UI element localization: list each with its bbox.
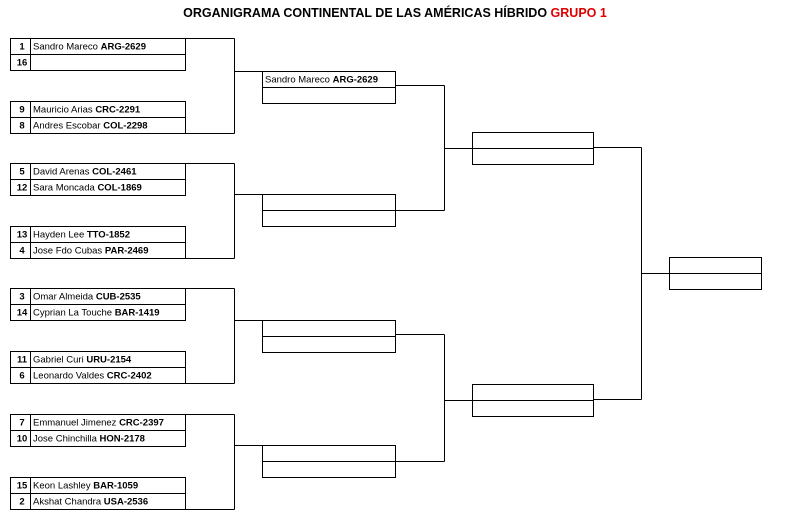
round1-player-name: Sara Moncada	[33, 182, 98, 194]
round1-player	[33, 246, 148, 257]
round1-player	[33, 418, 164, 429]
round1-player-name: Keon Lashley	[33, 480, 94, 492]
round1-player	[33, 105, 141, 116]
round1-player-name: Mauricio Arias	[33, 104, 96, 116]
seed-number: 10	[16, 433, 28, 445]
round1-player	[33, 434, 145, 445]
seed-number: 8	[19, 120, 25, 132]
round1-player-name: Jose Chinchilla	[33, 433, 100, 445]
round1-player	[33, 355, 132, 366]
round1-player-name: Hayden Lee	[33, 229, 87, 241]
round1-player-rating: CRC-2397	[119, 417, 164, 429]
round1-player-rating: COL-2298	[103, 120, 148, 132]
round1-player-rating: CRC-2291	[95, 104, 141, 116]
round1-player-rating: URU-2154	[86, 354, 132, 366]
round2-slot	[263, 446, 396, 462]
seed-number: 4	[19, 245, 25, 257]
seed-number: 3	[19, 291, 25, 303]
round1-player	[33, 167, 137, 178]
round1-player-name: Akshat Chandra	[33, 496, 104, 508]
round1-player	[33, 121, 148, 132]
round2-slot	[263, 321, 396, 337]
seed-number: 1	[19, 41, 25, 53]
round1-player-rating: ARG-2629	[100, 41, 147, 53]
round1-player-rating: COL-2461	[92, 166, 137, 178]
seed-number: 16	[16, 57, 28, 69]
group-label: GRUPO 1	[550, 6, 607, 20]
round1-player-rating: BAR-1419	[114, 307, 160, 319]
round1-player	[33, 481, 138, 492]
round1-player-name: David Arenas	[33, 166, 93, 178]
round1-player	[33, 42, 146, 53]
round1-player-rating: HON-2178	[99, 433, 145, 445]
round1-player-rating: COL-1869	[97, 182, 142, 194]
round1-player-name: Sandro Mareco	[33, 41, 101, 53]
round1-player	[33, 308, 160, 319]
round1-player	[33, 371, 152, 382]
seed-number: 5	[19, 166, 25, 178]
round2-player	[265, 75, 378, 86]
seed-number: 15	[16, 480, 28, 492]
seed-number: 2	[19, 496, 25, 508]
round1-slot	[11, 55, 186, 71]
seed-number: 13	[16, 229, 28, 241]
round1-player-rating: CUB-2535	[95, 291, 141, 303]
seed-number: 14	[16, 307, 28, 319]
round2-player-name: Sandro Mareco	[265, 74, 333, 86]
round1-player-rating: USA-2536	[103, 496, 149, 508]
round1-player-name: Leonardo Valdes	[33, 370, 107, 382]
round1-player	[33, 183, 142, 194]
round1-player	[33, 497, 148, 508]
round1-player	[33, 230, 130, 241]
round1-player-name: Gabriel Curi	[33, 354, 87, 366]
round1-player	[33, 292, 141, 303]
round1-player-name: Cyprian La Touche	[33, 307, 115, 319]
round1-player-rating: CRC-2402	[106, 370, 152, 382]
seed-number: 7	[19, 417, 25, 429]
round2-player-rating: ARG-2629	[332, 74, 379, 86]
round1-player-name: Emmanuel Jimenez	[33, 417, 120, 429]
round1-player-rating: TTO-1852	[86, 229, 130, 241]
round1-player-rating: BAR-1059	[93, 480, 139, 492]
seed-number: 9	[19, 104, 25, 116]
round1-player-name: Omar Almeida	[33, 291, 96, 303]
seed-number: 11	[16, 354, 28, 366]
round2-slot	[263, 195, 396, 211]
round1-player-rating: PAR-2469	[104, 245, 149, 257]
round1-player-name: Andres Escobar	[33, 120, 104, 132]
round1-player-name: Jose Fdo Cubas	[33, 245, 105, 257]
seed-number: 12	[16, 182, 28, 194]
title-main: ORGANIGRAMA CONTINENTAL DE LAS AMÉRICAS HÍBRIDO	[183, 6, 548, 20]
seed-number: 6	[19, 370, 25, 382]
